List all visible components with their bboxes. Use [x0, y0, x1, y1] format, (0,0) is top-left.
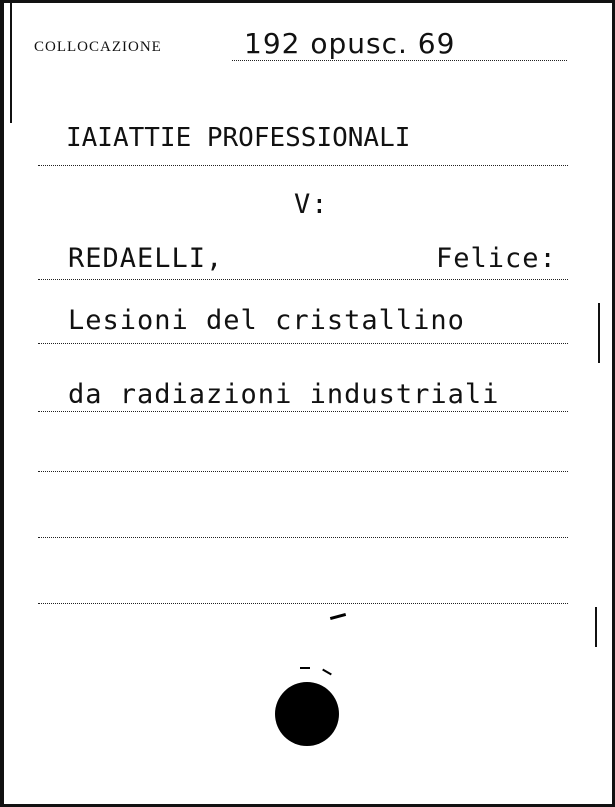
- rule-1: [38, 165, 568, 166]
- collocazione-rule: [232, 60, 567, 61]
- rule-3: [38, 343, 568, 344]
- card-edge-mark: [10, 3, 12, 123]
- subject-heading: IAIATTIE PROFESSIONALI: [66, 123, 411, 153]
- card-edge-mark: [595, 607, 597, 647]
- rule-4: [38, 411, 568, 412]
- ink-speck: [300, 667, 310, 669]
- ink-speck: [330, 613, 346, 620]
- rule-2: [38, 279, 568, 280]
- punch-hole: [275, 682, 339, 746]
- rule-6: [38, 537, 568, 538]
- collocazione-label: COLLOCAZIONE: [34, 39, 162, 55]
- author-name: Felice:: [436, 243, 557, 274]
- collocazione-value: 192 opusc. 69: [244, 27, 456, 60]
- card-edge-mark: [598, 303, 600, 363]
- rule-5: [38, 471, 568, 472]
- title-line-2: da radiazioni industriali: [68, 379, 500, 410]
- rule-7: [38, 603, 568, 604]
- title-line-1: Lesioni del cristallino: [68, 305, 465, 336]
- author-surname: REDAELLI,: [68, 243, 224, 274]
- ink-speck: [322, 669, 332, 676]
- volume-mark: V:: [294, 189, 329, 220]
